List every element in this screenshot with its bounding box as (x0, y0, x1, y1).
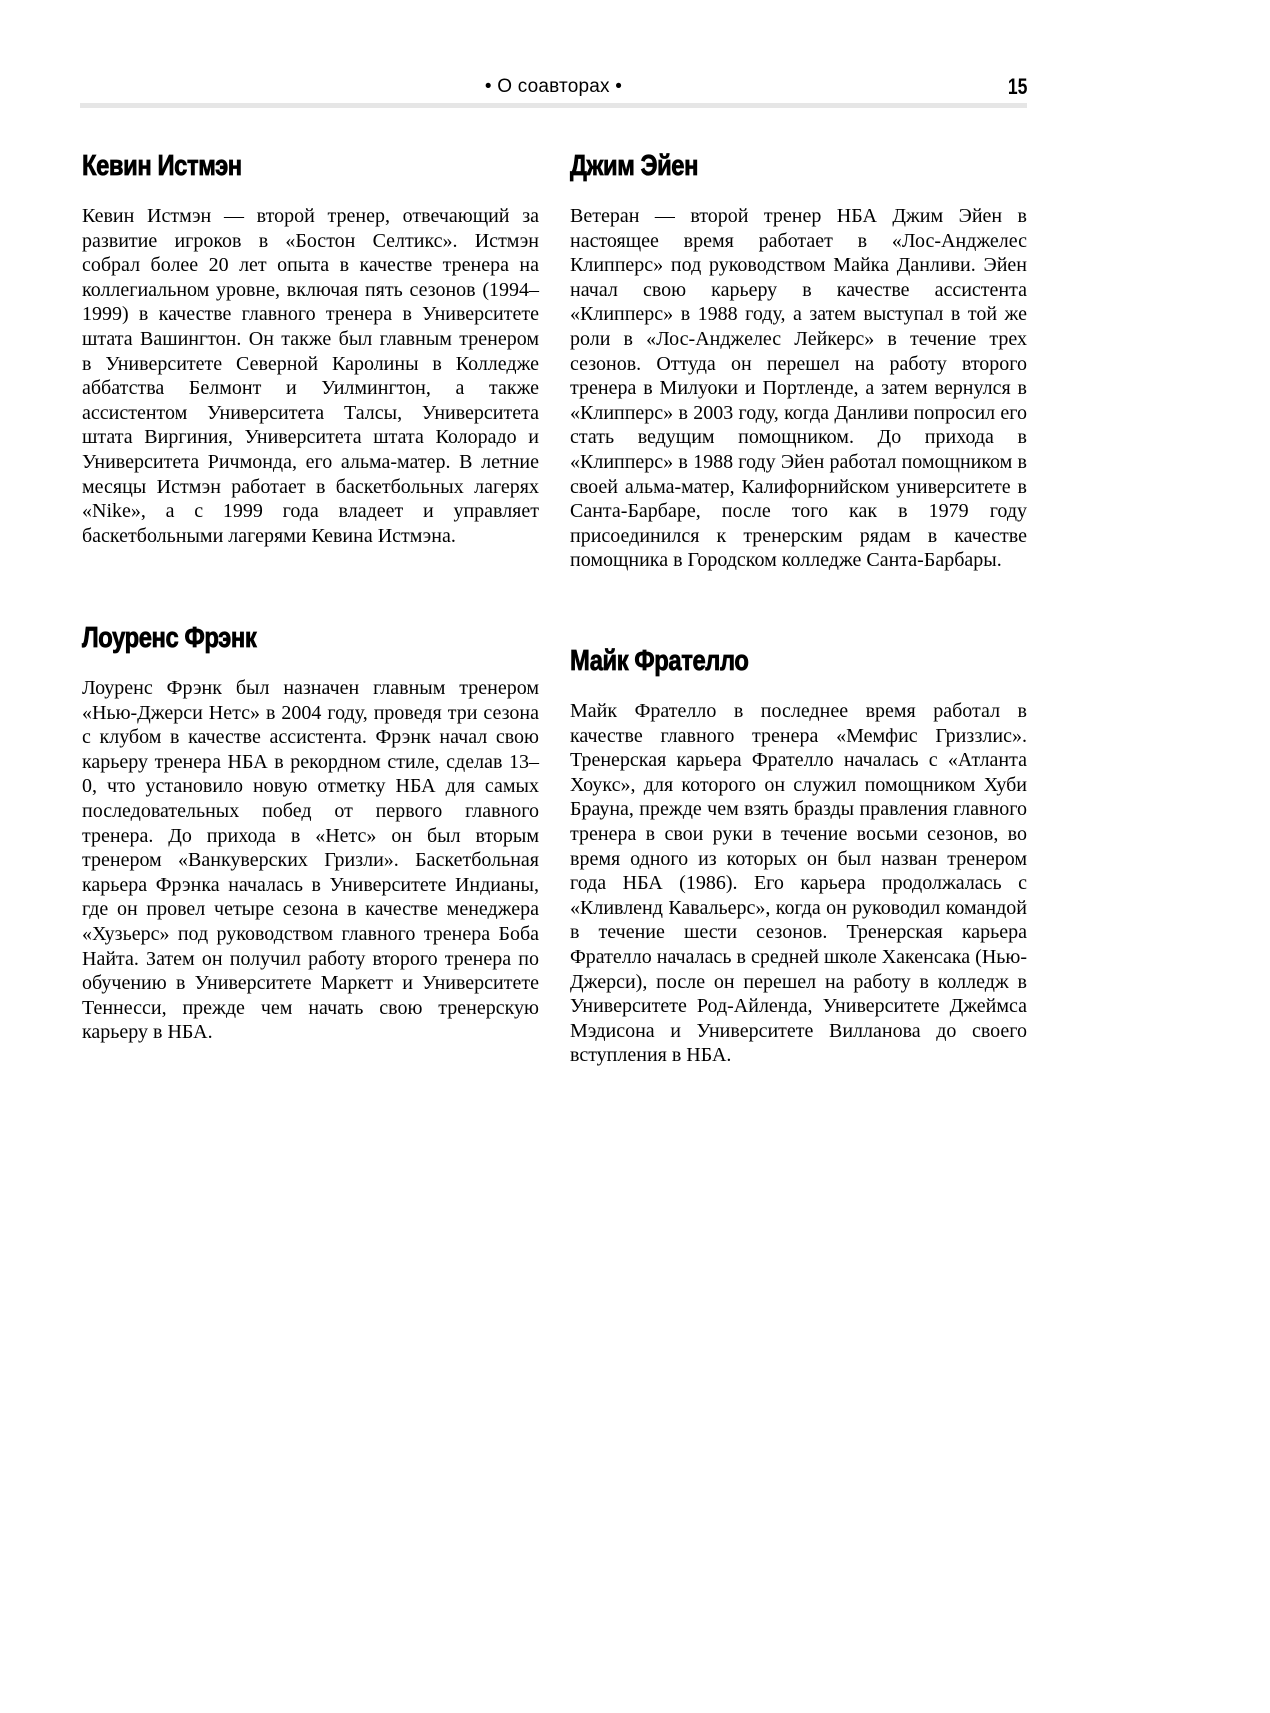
bio-lawrence-frank (82, 622, 539, 1045)
running-head (80, 74, 1027, 104)
bio-text: Кевин Истмэн — второй тренер, отвечающий за развитие игроков в «Бостон Селтикс». Истмэн собрал более 20 лет опыта в качестве тренера на коллегиальном уровне, включая пять сезонов (1994–1999) в качестве главного тренера в Университете штата Вашингтон. Он также был главным тренером в Университете Северной Каролины в Колледже аббатства Белмонт и Уилмингтон, а также ассистентом Университета Талсы, Университета штата Виргиния, Университета штата Колорадо и Университета Ричмонда, его альма-матер. В летние месяцы Истмэн работает в баскетбольных лагерях «Nike», а с 1999 года владеет и управляет баскетбольными лагерями Кевина Истмэна. (82, 205, 539, 547)
bio-text: Лоуренс Фрэнк был назначен главным тренером «Нью-Джерси Нетс» в 2004 году, проведя три сезона с клубом в качестве ассистента. Фрэнк начал свою карьеру тренера НБА в рекордном стиле, сделав 13–0, что установило новую отметку НБА для самых последовательных побед от первого главного тренера. До прихода в «Нетс» он был вторым тренером «Ванкуверских Гризли». Баскетбольная карьера Фрэнка началась в Университете Индианы, где он провел четыре сезона в качестве менеджера «Хузьерс» под руководством главного тренера Боба Найта. Затем он получил работу второго тренера по обучению в Университете Маркетт и Университете Теннесси, прежде чем начать свою тренерскую карьеру в НБА. (82, 677, 539, 1044)
bio-mike-fratello (570, 645, 1027, 1068)
bio-name: Лоуренс Фрэнк (82, 622, 257, 654)
bio-name: Майк Фрателло (570, 645, 749, 677)
bio-text: Майк Фрателло в последнее время работал в качестве главного тренера «Мемфис Гриззлис». Тренерская карьера Фрателло началась с «Атланта Хоукс», для которого он служил помощником Хуби Брауна, прежде чем взять бразды правления главного тренера в свои руки в течение восьми сезонов, во время одного из которых он был назван тренером года НБА (1986). Его карьера продолжалась с «Кливленд Кавальерс», когда он руководил командой в течение шести сезонов. Тренерская карьера Фрателло началась в средней школе Хакенсака (Нью-Джерси), после он перешел на работу в колледж в Университете Род-Айленда, Университете Джеймса Мэдисона и Университете Вилланова до своего вступления в НБА. (570, 700, 1027, 1067)
running-title: • О соавторах • (484, 76, 623, 97)
bio-kevin-eastman (82, 150, 539, 548)
bio-name: Джим Эйен (570, 150, 699, 182)
bio-jim-eyen (570, 150, 1027, 573)
page-number: 15 (1007, 74, 1027, 99)
bio-name: Кевин Истмэн (82, 150, 242, 182)
header-rule (80, 103, 1027, 108)
bio-text: Ветеран — второй тренер НБА Джим Эйен в настоящее время работает в «Лос-Анджелес Клипперс» под руководством Майка Данливи. Эйен начал свою карьеру в качестве ассистента «Клипперс» в 1988 году, а затем выступал в той же роли в «Лос-Анджелес Лейкерс» в течение трех сезонов. Оттуда он перешел на работу второго тренера в Милуоки и Портленде, а затем вернулся в «Клипперс» в 2003 году, когда Данливи попросил его стать ведущим помощником. До прихода в «Клипперс» в 1988 году Эйен работал помощником в своей альма-матер, Калифорнийском университете в Санта-Барбаре, после того как в 1979 году присоединился к тренерским рядам в качестве помощника в Городском колледже Санта-Барбары. (570, 205, 1027, 572)
